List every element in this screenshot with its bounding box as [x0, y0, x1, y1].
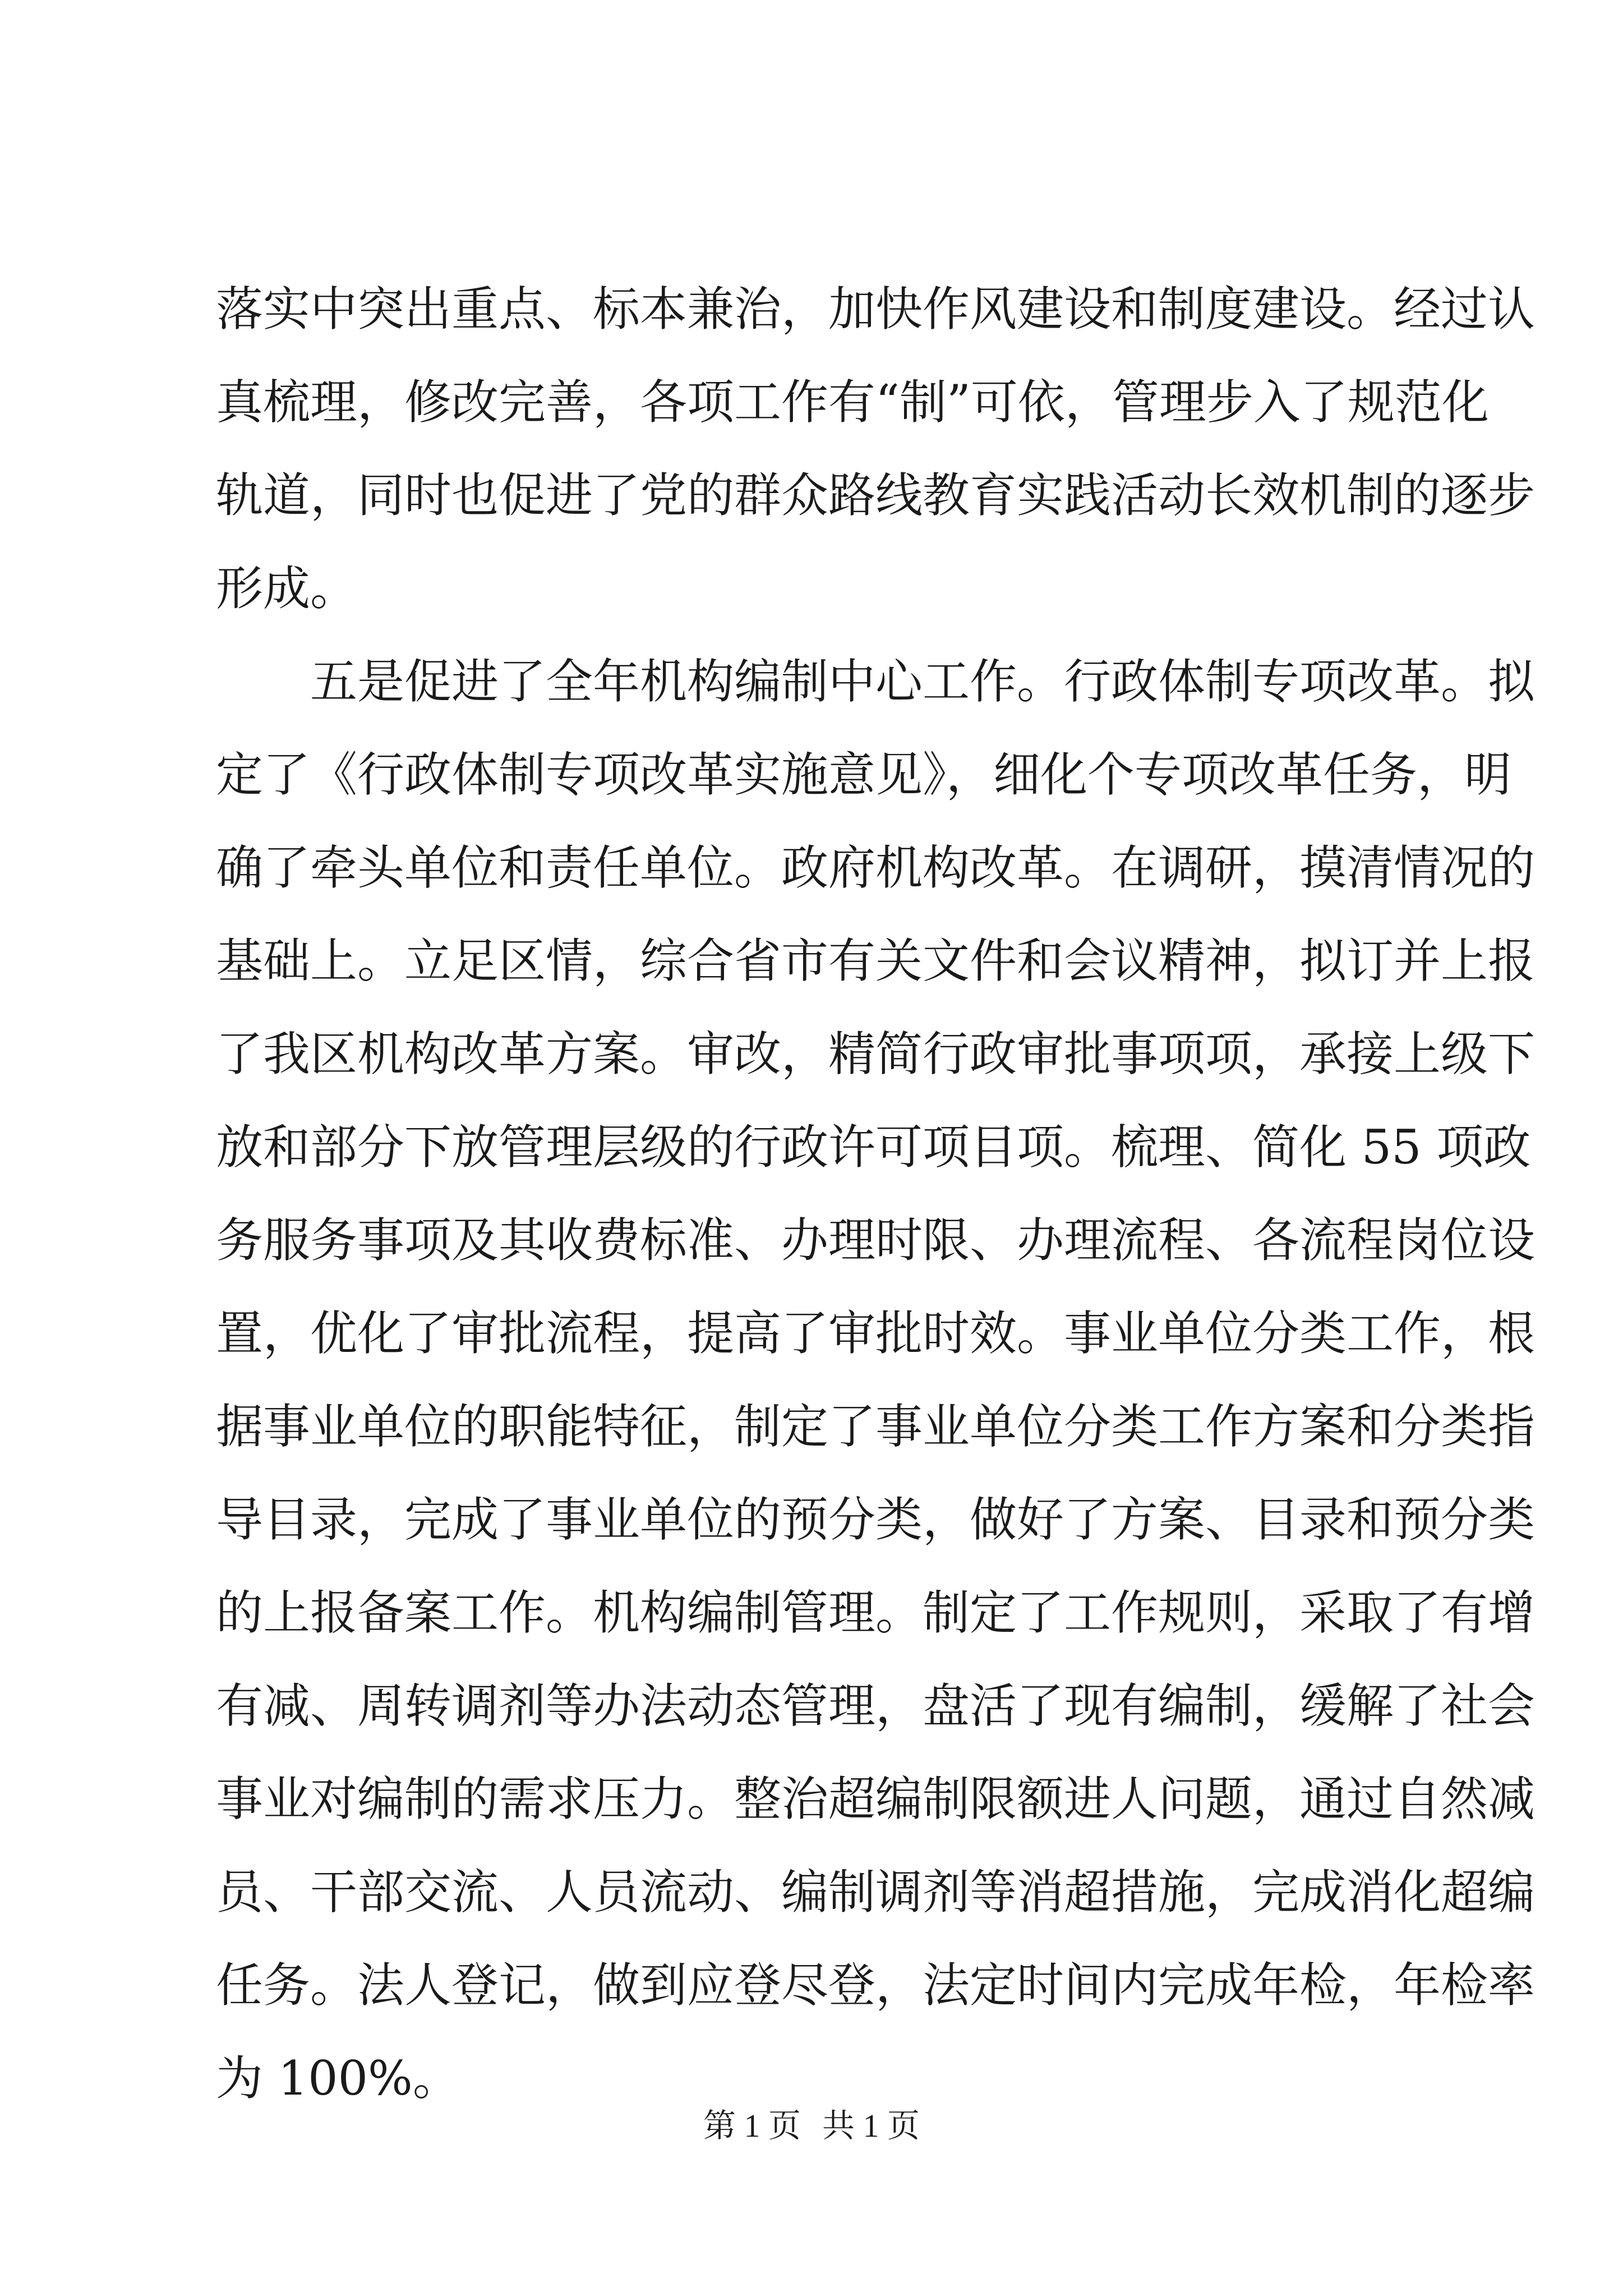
paragraph-2-line-7: 务服务事项及其收费标准、办理时限、办理流程、各流程岗位设: [216, 1213, 1536, 1268]
paragraph-2-line-1: 五是促进了全年机构编制中心工作。行政体制专项改革。拟: [310, 654, 1536, 709]
paragraph-2-line-2: 定了《行政体制专项改革实施意见》，细化个专项改革任务，明: [216, 747, 1512, 802]
paragraph-1-line-4: 形成。: [216, 561, 358, 616]
paragraph-1-line-1: 落实中突出重点、标本兼治，加快作风建设和制度建设。经过认: [216, 282, 1536, 337]
paragraph-2-line-10: 导目录，完成了事业单位的预分类，做好了方案、目录和预分类: [216, 1492, 1536, 1547]
paragraph-2-line-14: 员、干部交流、人员流动、编制调剂等消超措施，完成消化超编: [216, 1865, 1536, 1920]
paragraph-2-line-12: 有减、周转调剂等办法动态管理，盘活了现有编制，缓解了社会: [216, 1678, 1536, 1733]
paragraph-1-line-3: 轨道，同时也促进了党的群众路线教育实践活动长效机制的逐步: [216, 468, 1536, 523]
paragraph-1-line-2: 真梳理，修改完善，各项工作有“制”可依，管理步入了规范化: [216, 375, 1489, 430]
paragraph-2-line-13: 事业对编制的需求压力。整治超编制限额进人问题，通过自然减: [216, 1772, 1536, 1826]
paragraph-2-line-6: 放和部分下放管理层级的行政许可项目项。梳理、简化 55 项政: [216, 1120, 1531, 1175]
paragraph-2-line-11: 的上报备案工作。机构编制管理。制定了工作规则，采取了有增: [216, 1585, 1536, 1640]
paragraph-2-line-8: 置，优化了审批流程，提高了审批时效。事业单位分类工作，根: [216, 1306, 1536, 1361]
page-footer: [0, 2106, 1623, 2146]
paragraph-2-line-5: 了我区机构改革方案。审改，精简行政审批事项项，承接上级下: [216, 1027, 1536, 1082]
paragraph-2-line-16: 为 100%。: [216, 2051, 460, 2106]
page-number-current: 第 1 页: [703, 2108, 801, 2144]
document-body: [216, 263, 1536, 2125]
paragraph-2-line-4: 基础上。立足区情，综合省市有关文件和会议精神，拟订并上报: [216, 933, 1536, 988]
page-number-total: 共 1 页: [822, 2108, 920, 2144]
paragraph-2-line-3: 确了牵头单位和责任单位。政府机构改革。在调研，摸清情况的: [216, 840, 1536, 895]
paragraph-2-line-15: 任务。法人登记，做到应登尽登，法定时间内完成年检，年检率: [216, 1958, 1536, 2013]
paragraph-2-line-9: 据事业单位的职能特征，制定了事业单位分类工作方案和分类指: [216, 1399, 1536, 1454]
